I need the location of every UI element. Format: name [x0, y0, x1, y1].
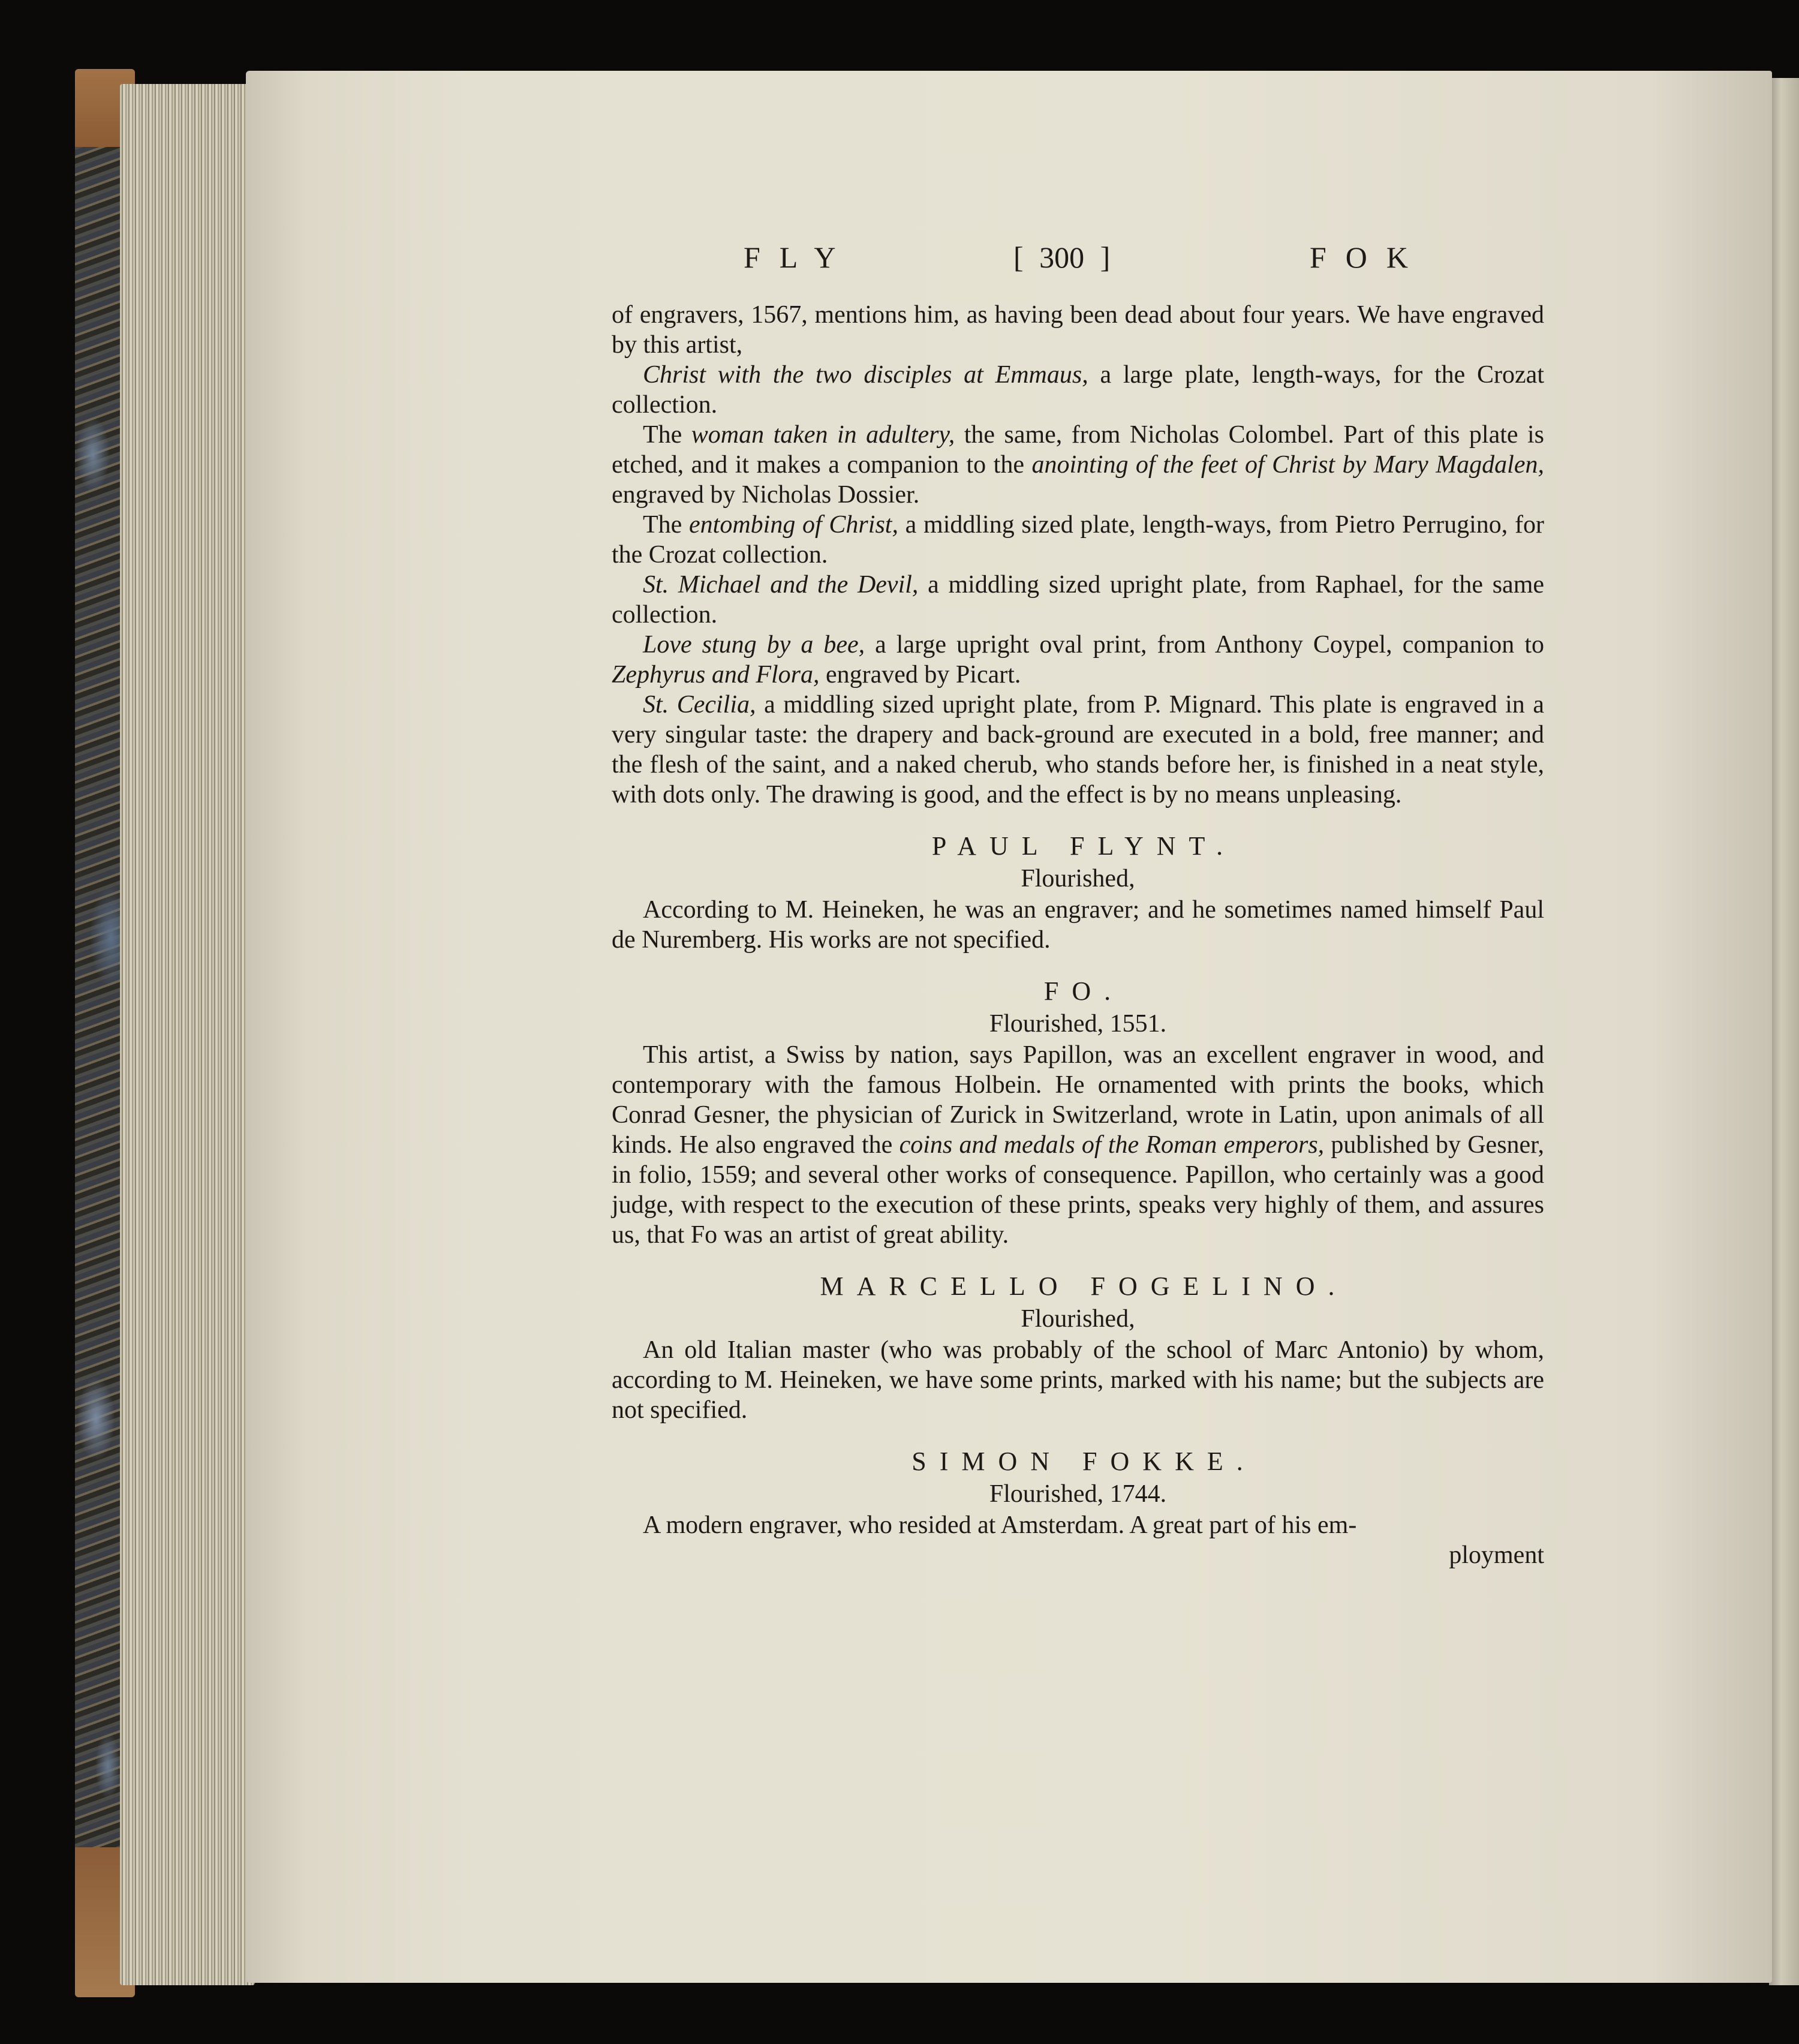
entry-flourished: Flourished, 1744. [989, 1480, 1167, 1508]
running-head-left: FLY [744, 241, 855, 274]
entry-flourished: Flourished, 1551. [989, 1010, 1167, 1038]
page-body [612, 300, 1544, 1570]
entry-text: An old Italian master (who was probably of the school of Marc Antonio) by whom, according to M. Heineken, we have some prints, marked with his name; but the subjects are not specified. [612, 1336, 1544, 1424]
paragraph-adultery: The woman taken in adultery, the same, from Nicholas Colombel. Part of this plate is etched, and it makes a companion to the anointing of the feet of Christ by Mary Magdalen, engraved by Nicholas Dossier. [612, 421, 1545, 509]
entry-heading: FO. [1043, 976, 1124, 1006]
entry-heading: SIMON FOKKE. [911, 1447, 1256, 1476]
entry-flourished: Flourished, [1021, 1305, 1135, 1333]
paragraph-st-michael: St. Michael and the Devil, a middling sized upright plate, from Raphael, for the same collection. [612, 571, 1544, 629]
facing-page-edge [1769, 78, 1799, 1985]
entry-text: A modern engraver, who resided at Amsterdam. A great part of his em- [643, 1511, 1357, 1539]
paragraph-love-stung: Love stung by a bee, a large upright oval print, from Anthony Coypel, companion to Zephyrus and Flora, engraved by Picart. [612, 631, 1544, 689]
entry-heading: MARCELLO FOGELINO. [820, 1272, 1348, 1301]
entry-flourished: Flourished, [1021, 865, 1135, 892]
paragraph-entombing: The entombing of Christ, a middling sized plate, length-ways, from Pietro Perrugino, for the Crozat collection. [612, 511, 1544, 569]
running-head [744, 240, 1427, 282]
paragraph-continued: of engravers, 1567, mentions him, as having been dead about four years. We have engraved by this artist, [612, 301, 1544, 359]
paragraph-st-cecilia: St. Cecilia, a middling sized upright plate, from P. Mignard. This plate is engraved in a very singular taste: the drapery and back-ground are executed in a bold, free manner; and the flesh of the saint, and a naked cherub, who stands before her, is finished in a neat style, with dots only. The drawing is good, and the effect is by no means unpleasing. [612, 691, 1544, 808]
paragraph-emmaus: Christ with the two disciples at Emmaus, a large plate, length-ways, for the Crozat collection. [612, 361, 1544, 419]
entry-heading: PAUL FLYNT. [931, 831, 1237, 861]
catchword: ployment [1449, 1541, 1544, 1569]
entry-text: This artist, a Swiss by nation, says Papillon, was an excellent engraver in wood, and contemporary with the famous Holbein. He ornamented with prints the books, which Conrad Gesner, the physician of Zurick in Switzerland, wrote in Latin, upon animals of all kinds. He also engraved the coins and medals of the Roman emperors, published by Gesner, in folio, 1559; and several other works of consequence. Papillon, who certainly was a good judge, with respect to the execution of these prints, speaks very highly of them, and assures us, that Fo was an artist of great ability. [612, 1041, 1544, 1249]
entry-text: According to M. Heineken, he was an engraver; and he sometimes named himself Paul de Nuremberg. His works are not specified. [612, 896, 1544, 954]
running-head-right: FOK [1309, 241, 1427, 274]
page-block-edges [120, 84, 255, 1985]
page-number: [ 300 ] [1013, 241, 1111, 274]
